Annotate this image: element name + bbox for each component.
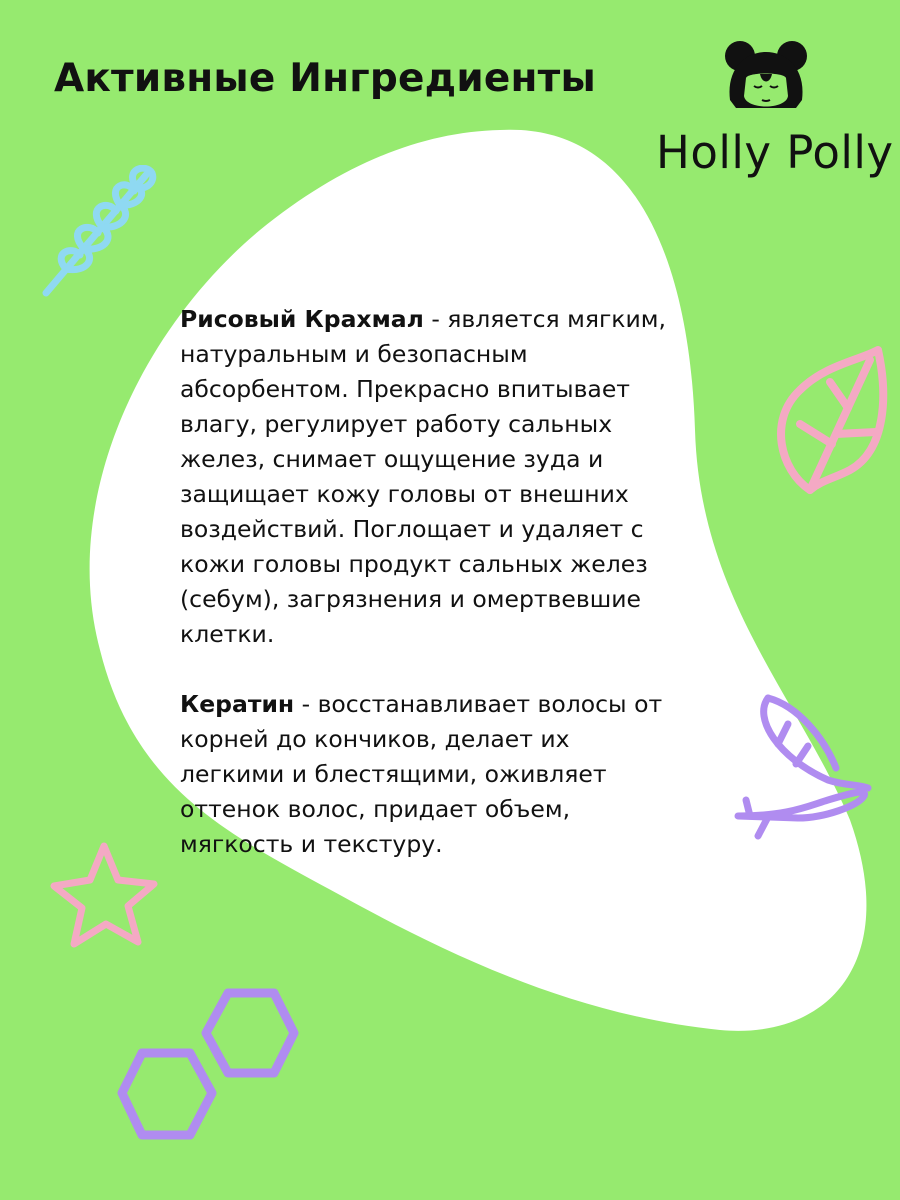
ingredient-item xyxy=(180,687,680,862)
ingredient-description: является мягким, натуральным и безопасным абсорбентом. Прекрасно впитывает влагу, регулирует работу сальных желез, снимает ощущение зуда и защищает кожу головы от внешних воздействий. Поглощает и удаляет с кожи головы продукт сальных желез (себум), загрязнения и омертвевшие клетки. xyxy=(180,305,666,648)
leaf-icon xyxy=(770,340,890,500)
star-icon xyxy=(48,840,163,950)
ingredient-description: восстанавливает волосы от корней до кончиков, делает их легкими и блестящими, оживляет оттенок волос, придает объем, мягкость и текстуру. xyxy=(180,690,663,858)
ingredient-item xyxy=(180,302,680,652)
page-title: Активные Ингредиенты xyxy=(54,56,596,101)
ingredient-name: Рисовый Крахмал xyxy=(180,305,424,333)
ingredient-separator: - xyxy=(423,305,448,333)
hexagons-icon xyxy=(116,985,306,1145)
ingredient-name: Кератин xyxy=(180,690,295,718)
brand-name: Holly Polly xyxy=(656,126,894,179)
feathers-icon xyxy=(728,688,878,858)
ingredient-separator: - xyxy=(294,690,318,718)
ingredients-list xyxy=(180,302,680,897)
wheat-icon xyxy=(36,165,166,305)
girl-face-buns-icon xyxy=(716,38,816,120)
brand-logo xyxy=(650,38,894,188)
